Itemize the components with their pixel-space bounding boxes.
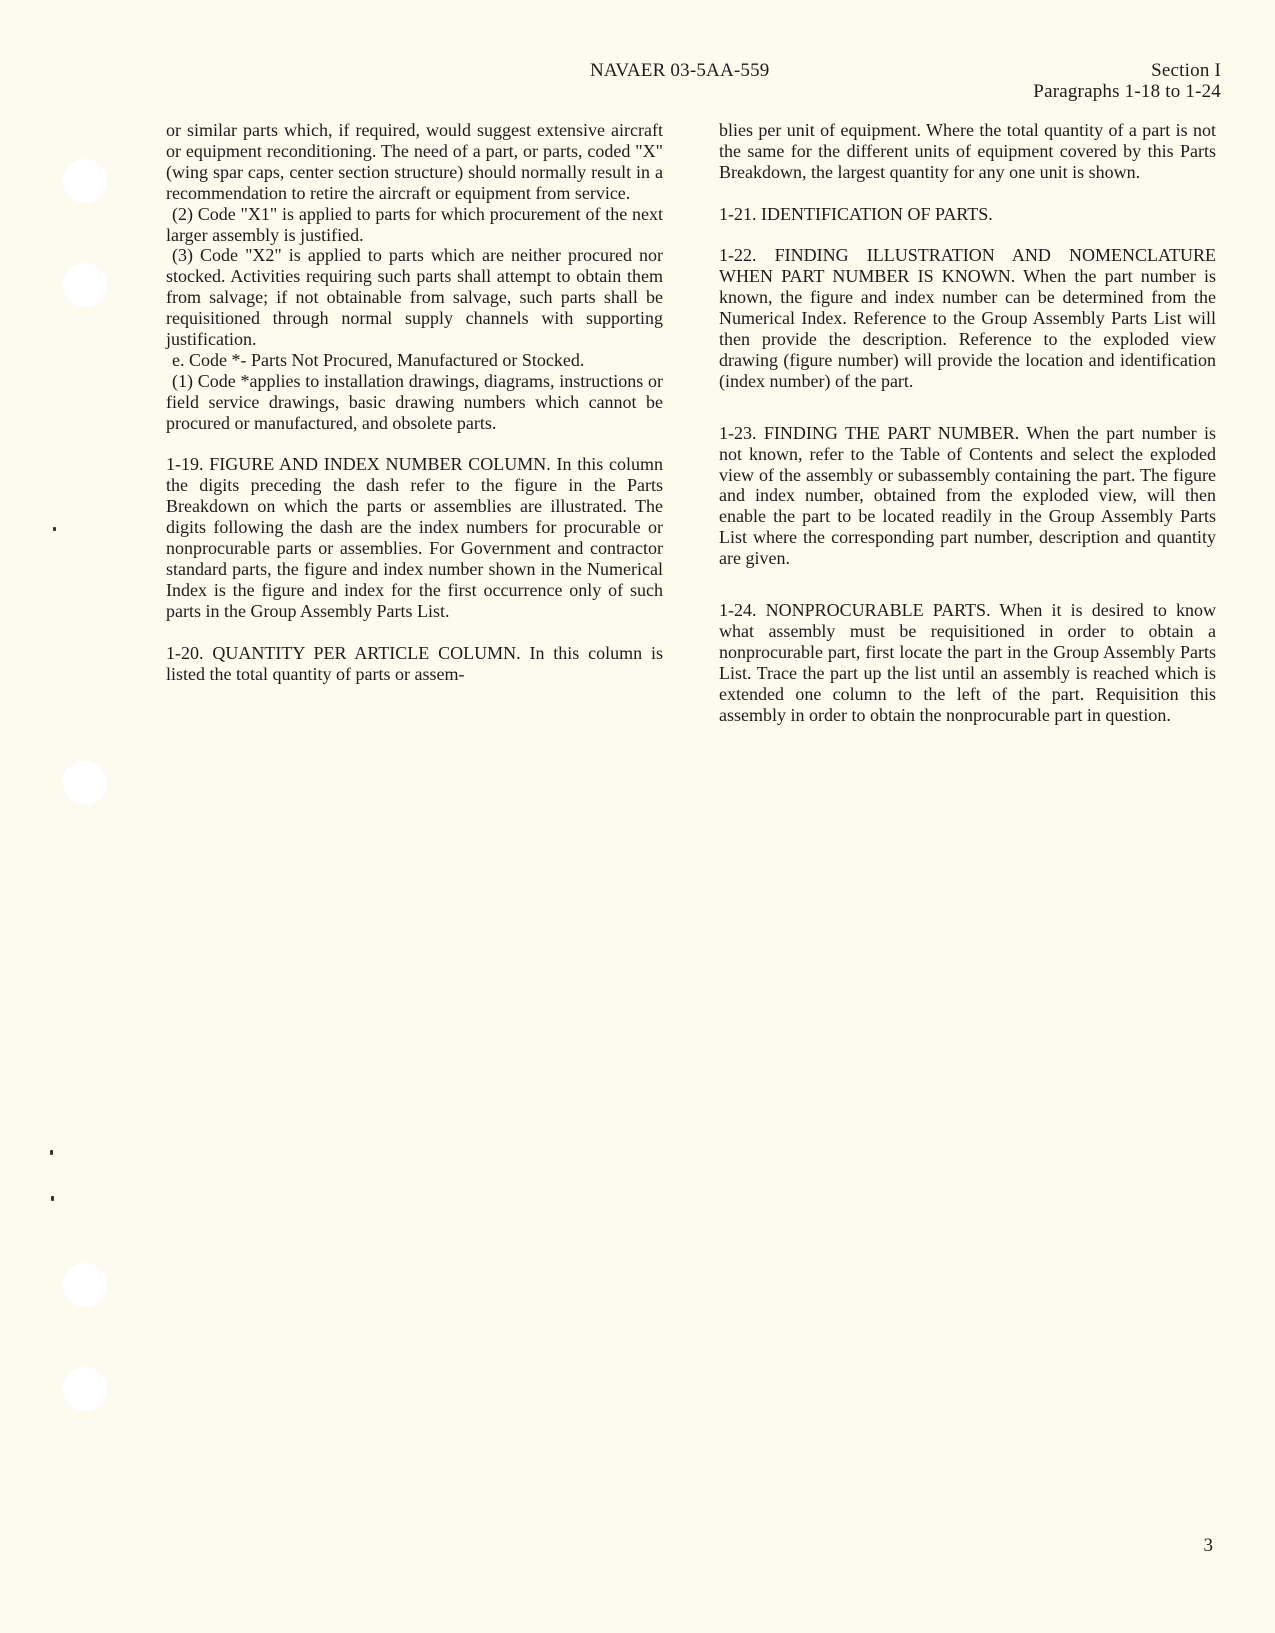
left-column <box>166 120 663 684</box>
page-number: 3 <box>1203 1535 1213 1556</box>
paragraph-1-24: 1-24. NONPROCURABLE PARTS. When it is desired to know what assembly must be requisitioned in order to obtain a nonprocurable part, first locate the part in the Group Assembly Parts List. Trace the part up the list until an assembly is reached which is extended one column to the left of the part. Requisition this assembly in order to obtain the nonprocurable part in question. <box>719 600 1216 725</box>
scan-speck <box>53 527 56 531</box>
section-header <box>1033 60 1221 102</box>
paragraph-1-23: 1-23. FINDING THE PART NUMBER. When the part number is not known, refer to the Table of Contents and select the exploded view of the assembly or subassembly containing the part. The figure and index number, obtained from the exploded view, will then enable the part to be located readily in the Group Assembly Parts List where the corresponding part number, description and quantity are given. <box>719 422 1216 569</box>
paragraph: blies per unit of equipment. Where the total quantity of a part is not the same for the different units of equipment covered by this Parts Breakdown, the largest quantity for any one unit is shown. <box>719 120 1216 182</box>
paragraph: (2) Code "X1" is applied to parts for which procurement of the next larger assembly is justified. <box>166 203 663 245</box>
punch-hole <box>62 1366 108 1412</box>
paragraph-range: Paragraphs 1-18 to 1-24 <box>1033 81 1221 102</box>
paragraph: (3) Code "X2" is applied to parts which are neither procured nor stocked. Activities requiring such parts shall attempt to obtain them from salvage; if not obtainable from salvage, such parts shall be requisitioned through normal supply channels with supporting justification. <box>166 245 663 350</box>
paragraph-1-22: 1-22. FINDING ILLUSTRATION AND NOMENCLATURE WHEN PART NUMBER IS KNOWN. When the part number is known, the figure and index number can be determined from the Numerical Index. Reference to the Group Assembly Parts List will then provide the description. Reference to the exploded view drawing (figure number) will provide the location and identification (index number) of the part. <box>719 245 1216 391</box>
punch-hole <box>62 1262 108 1308</box>
paragraph-1-21: 1-21. IDENTIFICATION OF PARTS. <box>719 203 993 224</box>
paragraph: e. Code *- Parts Not Procured, Manufactured or Stocked. <box>172 349 585 370</box>
punch-hole <box>62 262 108 308</box>
section-label: Section I <box>1151 60 1221 81</box>
paragraph: or similar parts which, if required, would suggest extensive aircraft or equipment reconditioning. The need of a part, or parts, coded "X" (wing spar caps, center section structure) should normally result in a recommendation to retire the aircraft or equipment from service. <box>166 120 663 203</box>
paragraph-1-19: 1-19. FIGURE AND INDEX NUMBER COLUMN. In this column the digits preceding the dash refer to the figure in the Parts Breakdown on which the parts or assemblies are illustrated. The digits following the dash are the index numbers for procurable or nonprocurable parts or assemblies. For Government and contractor standard parts, the figure and index number shown in the Numerical Index is the figure and index for the first occurrence only of such parts in the Group Assembly Parts List. <box>166 454 663 621</box>
paragraph: (1) Code *applies to installation drawings, diagrams, instructions or field service drawings, basic drawing numbers which cannot be procured or manufactured, and obsolete parts. <box>166 370 663 433</box>
punch-hole <box>62 158 108 204</box>
document-number: NAVAER 03-5AA-559 <box>590 60 770 81</box>
right-column <box>719 120 1216 726</box>
paragraph-1-20: 1-20. QUANTITY PER ARTICLE COLUMN. In this column is listed the total quantity of parts or assem- <box>166 642 663 684</box>
scan-speck <box>51 1196 54 1201</box>
punch-hole <box>62 760 108 806</box>
scan-speck <box>50 1150 53 1155</box>
